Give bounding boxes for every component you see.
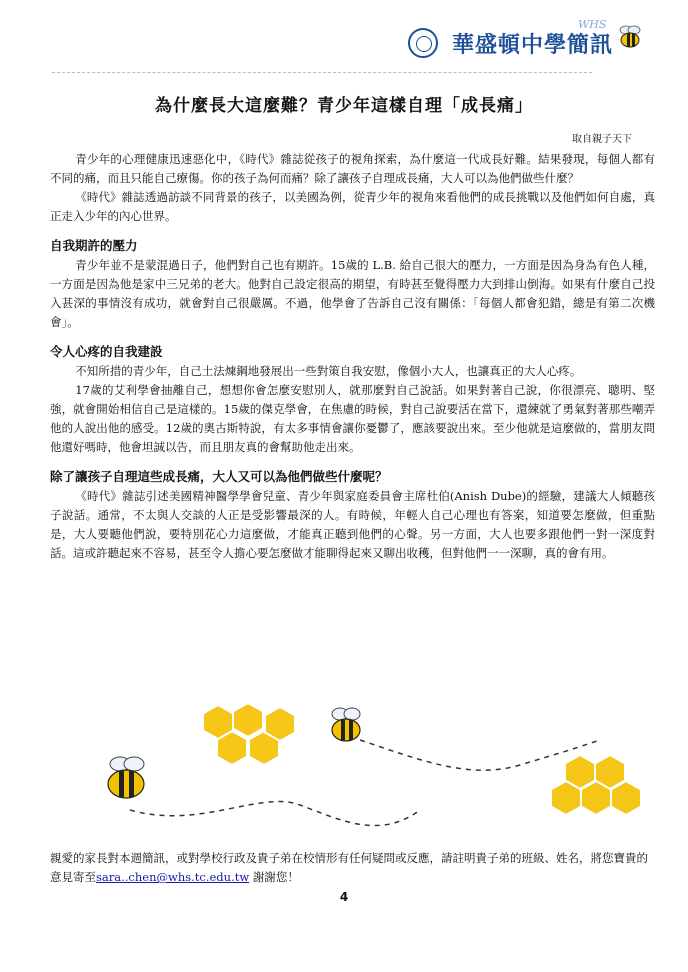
newsletter-name: 華盛頓中學簡訊 — [452, 33, 614, 58]
article-source: 取自親子天下 — [572, 134, 632, 145]
bee-icon — [332, 708, 360, 741]
honeycomb-bottom-icon — [551, 755, 641, 815]
bee-icon — [108, 757, 144, 798]
section-3-paragraph-1: 《時代》雜誌引述美國精神醫學學會兒童、青少年與家庭委員會主席杜伯(Anish Dube)的經驗，建議大人傾聽孩子說話。通常，不太與人交談的人正是受影響最深的人。有時候，年輕人自己心理也有答案，知道要怎麼做，但重點是，大人要聽他們說，要特別花心力這麼做，才能真正聽到他們的心聲。另一方面，大人也要多跟他們一對一深度對話。這或許聽起來不容易，甚至令人擔心要怎麼做才能聊得起來又聊出收穫，但對他們一一深聊，真的會有用。 — [50, 489, 655, 560]
contact-email-link[interactable]: sara..chen@whs.tc.edu.tw — [96, 870, 250, 884]
section-1-paragraph-1: 青少年並不是蒙混過日子，他們對自己也有期許。15歲的 L.B. 給自己很大的壓力，一方面是因為身為有色人種，一方面是因為他是家中三兄弟的老大。他對自己設定很高的期望，有時甚至覺得壓力大到排山倒海。如果有什麼自己投入甚深的事情沒有成功，就會對自己很嚴厲。不過，他學會了告訴自己沒有關係：「每個人都會犯錯，總是有第二次機會」。 — [50, 258, 655, 329]
bee-flight-path — [130, 802, 420, 826]
intro-paragraph-2: 《時代》雜誌透過訪談不同背景的孩子，以美國為例，從青少年的視角來看他們的成長挑戰以及他們如何自處，真正走入少年的內心世界。 — [50, 190, 655, 223]
article-body — [50, 150, 655, 563]
header-divider — [52, 72, 592, 73]
bees-and-honeycomb-illustration — [0, 680, 688, 845]
section-2-paragraph-2: 17歲的艾利學會抽離自己，想想你會怎麼安慰別人，就那麼對自己說話。如果對著自己說，你很漂亮、聰明、堅強，就會開始相信自己是這樣的。15歲的傑克學會，在焦慮的時候，對自己說要活在當下，還練就了勇氣對著那些嘲弄他的人說出他的感受。12歲的奧古斯特說，有太多事情會讓你憂鬱了，應該要說出來。至少他就是這麼做的，當朋友問他還好嗎時，他會坦誠以告，而且朋友真的會幫助他走出來。 — [50, 383, 655, 454]
newsletter-header — [0, 0, 688, 80]
honeycomb-top-icon — [203, 703, 295, 765]
section-heading-2: 令人心疼的自我建設 — [50, 344, 163, 359]
footer-thanks: 謝謝您！ — [249, 870, 299, 884]
section-heading-1: 自我期許的壓力 — [50, 238, 138, 253]
header-bee-icon — [616, 24, 644, 50]
page-number: 4 — [339, 890, 349, 904]
section-2-paragraph-1: 不知所措的青少年，自己土法煉鋼地發展出一些對策自我安慰，像個小大人，也讓真正的大人心疼。 — [75, 364, 582, 378]
footer-text: 親愛的家長對本週簡訊，或對學校行政及貴子弟在校情形有任何疑問或反應，請註明貴子弟的班級、姓名，將您寶貴的意見寄至 — [50, 851, 648, 884]
whs-mark: WHS — [578, 18, 607, 31]
intro-paragraph-1: 青少年的心理健康迅速惡化中，《時代》雜誌從孩子的視角探索，為什麼這一代成長好難。結果發現，每個人都有不同的痛，而且只能自己療傷。你的孩子為何而痛？除了讓孩子自理成長痛，大人可以為他們做些什麼？ — [50, 152, 655, 185]
school-seal-icon — [408, 28, 438, 58]
section-heading-3: 除了讓孩子自理這些成長痛，大人又可以為他們做些什麼呢？ — [50, 469, 388, 484]
article-title: 為什麼長大這麼難？青少年這樣自理「成長痛」 — [155, 96, 533, 116]
contact-footer — [50, 849, 655, 887]
